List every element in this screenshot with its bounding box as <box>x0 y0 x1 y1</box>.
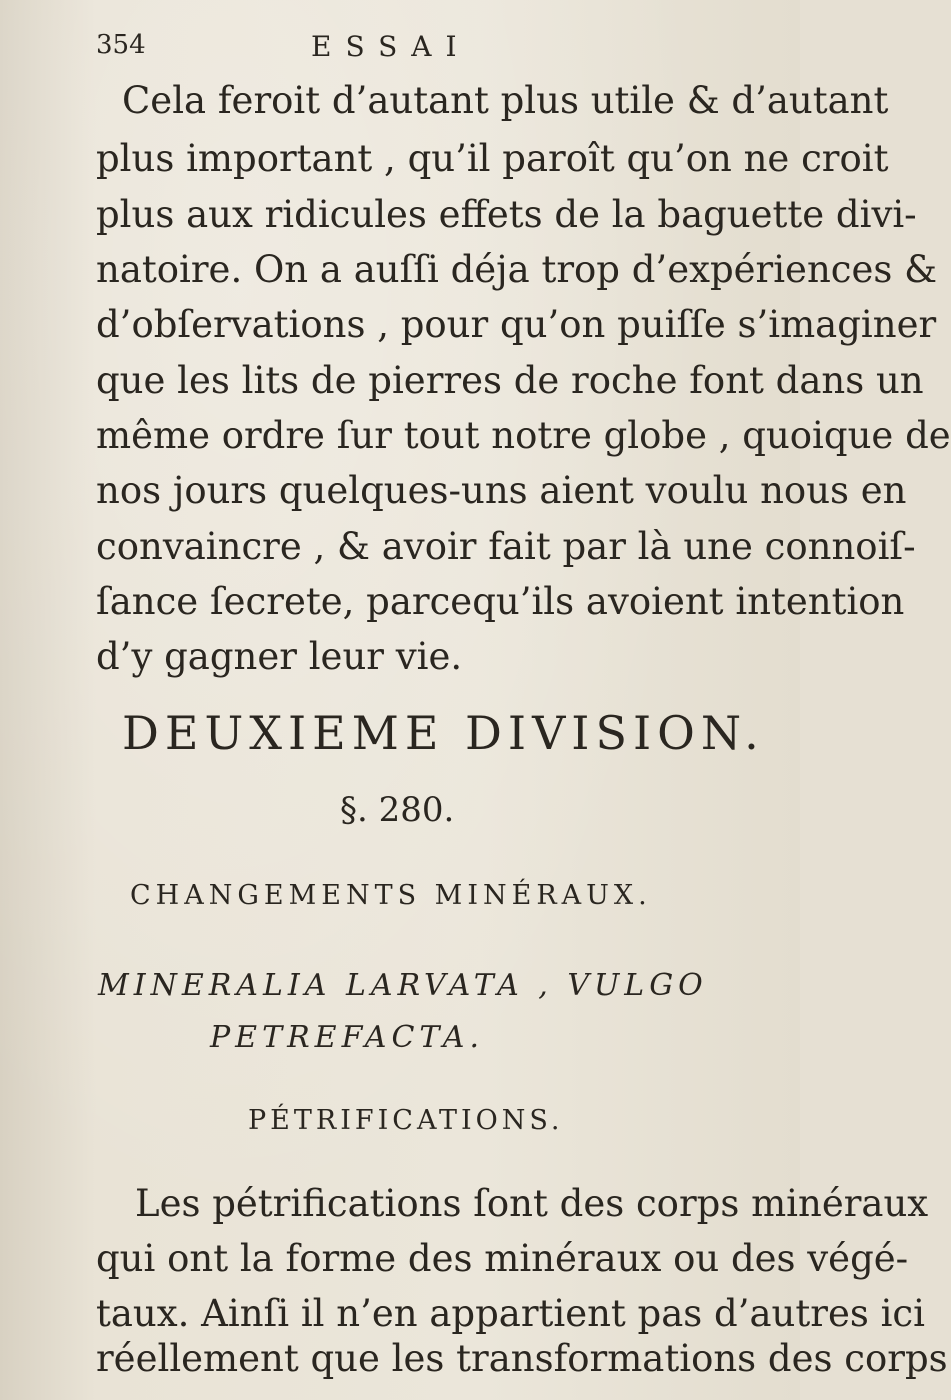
page-number: 354 <box>96 30 146 60</box>
text-line: même ordre ſur tout notre globe , quoique de <box>96 414 951 457</box>
text-line: Les pétrifications ſont des corps minéraux <box>135 1182 929 1225</box>
text-line: ſance ſecrete, parcequ’ils avoient intention <box>96 580 905 623</box>
text-line: d’y gagner leur vie. <box>96 635 463 678</box>
latin-title-line-2: PETREFACTA. <box>210 1020 484 1055</box>
text-line: réellement que les transformations des corps <box>96 1337 948 1380</box>
page-header <box>96 30 696 70</box>
text-line: convaincre , & avoir fait par là une connoiſ- <box>96 525 916 568</box>
subtitle: PÉTRIFICATIONS. <box>248 1105 564 1136</box>
text-line: plus aux ridicules effets de la baguette divi- <box>96 193 917 236</box>
section-title: CHANGEMENTS MINÉRAUX. <box>130 880 652 911</box>
text-line: qui ont la forme des minéraux ou des végé- <box>96 1237 909 1280</box>
text-line: d’obſervations , pour qu’on puiſſe s’imaginer <box>96 303 937 346</box>
latin-title-line-1: MINERALIA LARVATA , VULGO <box>98 968 708 1003</box>
text-line: taux. Ainſi il n’en appartient pas d’autres ici <box>96 1292 925 1335</box>
text-line: nos jours quelques-uns aient voulu nous en <box>96 469 907 512</box>
text-line: plus important , qu’il paroît qu’on ne croit <box>96 137 889 180</box>
division-heading: DEUXIEME DIVISION. <box>122 706 765 760</box>
section-number: §. 280. <box>340 790 455 830</box>
text-line: Cela feroit d’autant plus utile & d’autant <box>122 79 889 122</box>
running-head: ESSAI <box>311 30 471 63</box>
text-line: que les lits de pierres de roche font dans un <box>96 359 924 402</box>
text-line: natoire. On a auſſi déja trop d’expériences & <box>96 248 938 291</box>
